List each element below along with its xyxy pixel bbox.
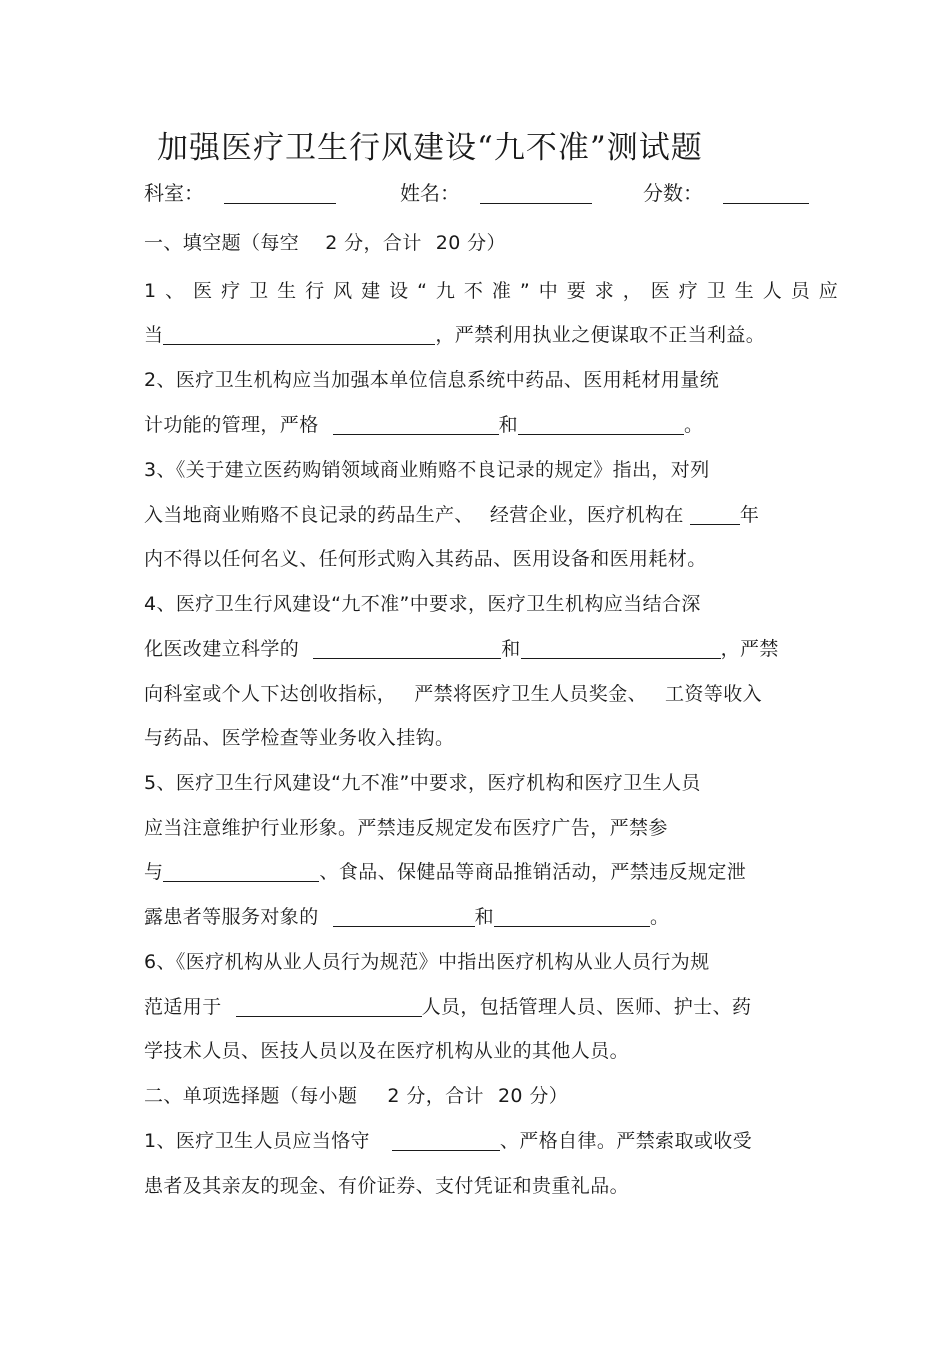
score-field <box>643 180 809 206</box>
mc1-line2: 患者及其亲友的现金、有价证券、支付凭证和贵重礼品。 <box>144 1175 630 1197</box>
section1-heading: 一、填空题（每空 2 分，合计 20 分） <box>144 232 506 254</box>
q1-blank[interactable] <box>163 324 435 345</box>
score-label: 分数： <box>643 181 703 205</box>
q5-line3: 与 、食品、保健品等商品推销活动，严禁违反规定泄 <box>144 861 747 883</box>
q4-line4: 与药品、医学检查等业务收入挂钩。 <box>144 727 455 749</box>
q2-line2: 计功能的管理，严格 和 。 <box>144 414 704 436</box>
q6-line1: 6、《医疗机构从业人员行为规范》中指出医疗机构从业人员行为规 <box>144 951 710 973</box>
q5-line1: 5、医疗卫生行风建设“九不准”中要求，医疗机构和医疗卫生人员 <box>144 772 701 794</box>
dept-label: 科室： <box>144 181 204 205</box>
name-blank[interactable] <box>480 183 592 204</box>
q6-line3: 学技术人员、医技人员以及在医疗机构从业的其他人员。 <box>144 1040 630 1062</box>
page-title: 加强医疗卫生行风建设“九不准”测试题 <box>157 130 703 166</box>
q1-line2: 当 ，严禁利用执业之便谋取不正当利益。 <box>144 324 766 346</box>
q5-blank-2[interactable] <box>333 906 475 927</box>
q2-blank-2[interactable] <box>518 414 684 435</box>
q3-line1: 3、《关于建立医药购销领域商业贿赂不良记录的规定》指出，对列 <box>144 459 710 481</box>
q2-line1: 2、医疗卫生机构应当加强本单位信息系统中药品、医用耗材用量统 <box>144 369 720 391</box>
mc1-blank[interactable] <box>392 1130 500 1151</box>
q5-blank-1[interactable] <box>163 861 319 882</box>
name-label: 姓名： <box>400 181 460 205</box>
q6-blank[interactable] <box>236 996 422 1017</box>
section2-heading: 二、单项选择题（每小题 2 分，合计 20 分） <box>144 1085 569 1107</box>
q6-line2: 范适用于 人员，包括管理人员、医师、护士、药 <box>144 996 752 1018</box>
q4-blank-2[interactable] <box>521 638 721 659</box>
dept-blank[interactable] <box>224 183 336 204</box>
q1-line1: 1、医疗卫生行风建设“九不准”中要求，医疗卫生人员应 <box>144 280 847 302</box>
name-field <box>400 180 592 206</box>
q4-line2: 化医改建立科学的 和 ，严禁 <box>144 638 779 660</box>
dept-field <box>144 180 336 206</box>
q2-blank-1[interactable] <box>333 414 499 435</box>
q3-blank[interactable] <box>690 504 740 525</box>
q5-line4: 露患者等服务对象的 和 。 <box>144 906 670 928</box>
q3-line2: 入当地商业贿赂不良记录的药品生产、 经营企业，医疗机构在 年 <box>144 504 760 526</box>
q4-blank-1[interactable] <box>313 638 501 659</box>
q4-line1: 4、医疗卫生行风建设“九不准”中要求，医疗卫生机构应当结合深 <box>144 593 701 615</box>
mc1-line1: 1、医疗卫生人员应当恪守 、严格自律。严禁索取或收受 <box>144 1130 753 1152</box>
q4-line3: 向科室或个人下达创收指标， 严禁将医疗卫生人员奖金、 工资等收入 <box>144 683 763 705</box>
score-blank[interactable] <box>723 183 809 204</box>
q3-line3: 内不得以任何名义、任何形式购入其药品、医用设备和医用耗材。 <box>144 548 707 570</box>
q5-line2: 应当注意维护行业形象。严禁违反规定发布医疗广告，严禁参 <box>144 817 668 839</box>
q5-blank-3[interactable] <box>494 906 650 927</box>
